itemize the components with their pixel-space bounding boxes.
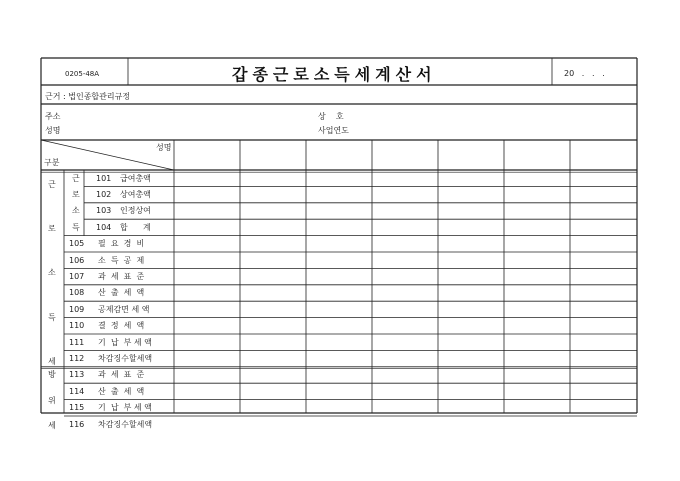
subgroup-label-char: 득 bbox=[72, 222, 80, 232]
group-label-char: 근 bbox=[48, 180, 56, 189]
business-year-label: 사업연도 bbox=[318, 126, 349, 135]
group-label-char: 방 bbox=[48, 369, 56, 379]
group-label-char: 소 bbox=[48, 268, 56, 278]
subgroup-label-char: 로 bbox=[72, 189, 80, 199]
form-title: 갑종근로소득세계산서 bbox=[232, 65, 437, 84]
row-code: 101 bbox=[96, 173, 112, 183]
corner-diagonal bbox=[41, 140, 174, 170]
row-code: 102 bbox=[96, 189, 112, 199]
row-code: 112 bbox=[69, 353, 85, 363]
row-code: 104 bbox=[96, 222, 112, 232]
row-item-label: 산 출 세 액 bbox=[98, 386, 145, 396]
row-code: 109 bbox=[69, 304, 85, 314]
row-item-label: 기 납 부 세 액 bbox=[98, 337, 152, 347]
row-code: 103 bbox=[96, 206, 112, 216]
group-label-char: 세 bbox=[48, 356, 56, 366]
company-label: 상 호 bbox=[318, 112, 344, 121]
row-code: 113 bbox=[69, 370, 85, 380]
group-label-char: 위 bbox=[48, 395, 56, 405]
row-item-label: 과 세 표 준 bbox=[98, 370, 145, 380]
row-item-label: 상여총액 bbox=[120, 189, 151, 199]
row-item-label: 인정상여 bbox=[120, 206, 151, 216]
row-code: 105 bbox=[69, 239, 85, 249]
form-code: 0205-48A bbox=[65, 70, 100, 78]
subgroup-label-char: 근 bbox=[72, 173, 80, 183]
group-label-char: 로 bbox=[48, 224, 56, 234]
row-code: 111 bbox=[69, 337, 85, 347]
row-item-label: 공제감면 세 액 bbox=[98, 304, 150, 314]
basis-text: 근거 : 법인종합관리규정 bbox=[45, 92, 131, 101]
subgroup-label-char: 소 bbox=[72, 206, 80, 216]
row-item-label: 소 득 공 제 bbox=[98, 255, 145, 265]
name-label: 성명 bbox=[45, 126, 61, 135]
row-item-label: 합 계 bbox=[120, 222, 151, 232]
row-code: 108 bbox=[69, 288, 85, 298]
group-label-char: 득 bbox=[48, 312, 56, 322]
row-code: 106 bbox=[69, 255, 85, 265]
date-field[interactable]: 20 . . . bbox=[564, 69, 605, 78]
row-item-label: 차감징수할세액 bbox=[98, 353, 153, 363]
row-item-label: 급여총액 bbox=[120, 173, 151, 183]
row-code: 116 bbox=[69, 419, 85, 429]
corner-category-label: 구분 bbox=[44, 158, 60, 167]
row-code: 110 bbox=[69, 321, 85, 331]
row-item-label: 필 요 경 비 bbox=[98, 239, 145, 249]
row-code: 114 bbox=[69, 386, 85, 396]
row-code: 107 bbox=[69, 271, 85, 281]
row-code: 115 bbox=[69, 403, 85, 413]
row-item-label: 결 정 세 액 bbox=[98, 321, 145, 331]
group-label-char: 세 bbox=[48, 421, 56, 431]
row-item-label: 차감징수할세액 bbox=[98, 419, 153, 429]
address-label: 주소 bbox=[45, 112, 61, 121]
row-item-label: 과 세 표 준 bbox=[98, 271, 145, 281]
row-item-label: 기 납 부 세 액 bbox=[98, 403, 152, 413]
row-item-label: 산 출 세 액 bbox=[98, 288, 145, 298]
corner-name-label: 성명 bbox=[156, 143, 172, 152]
